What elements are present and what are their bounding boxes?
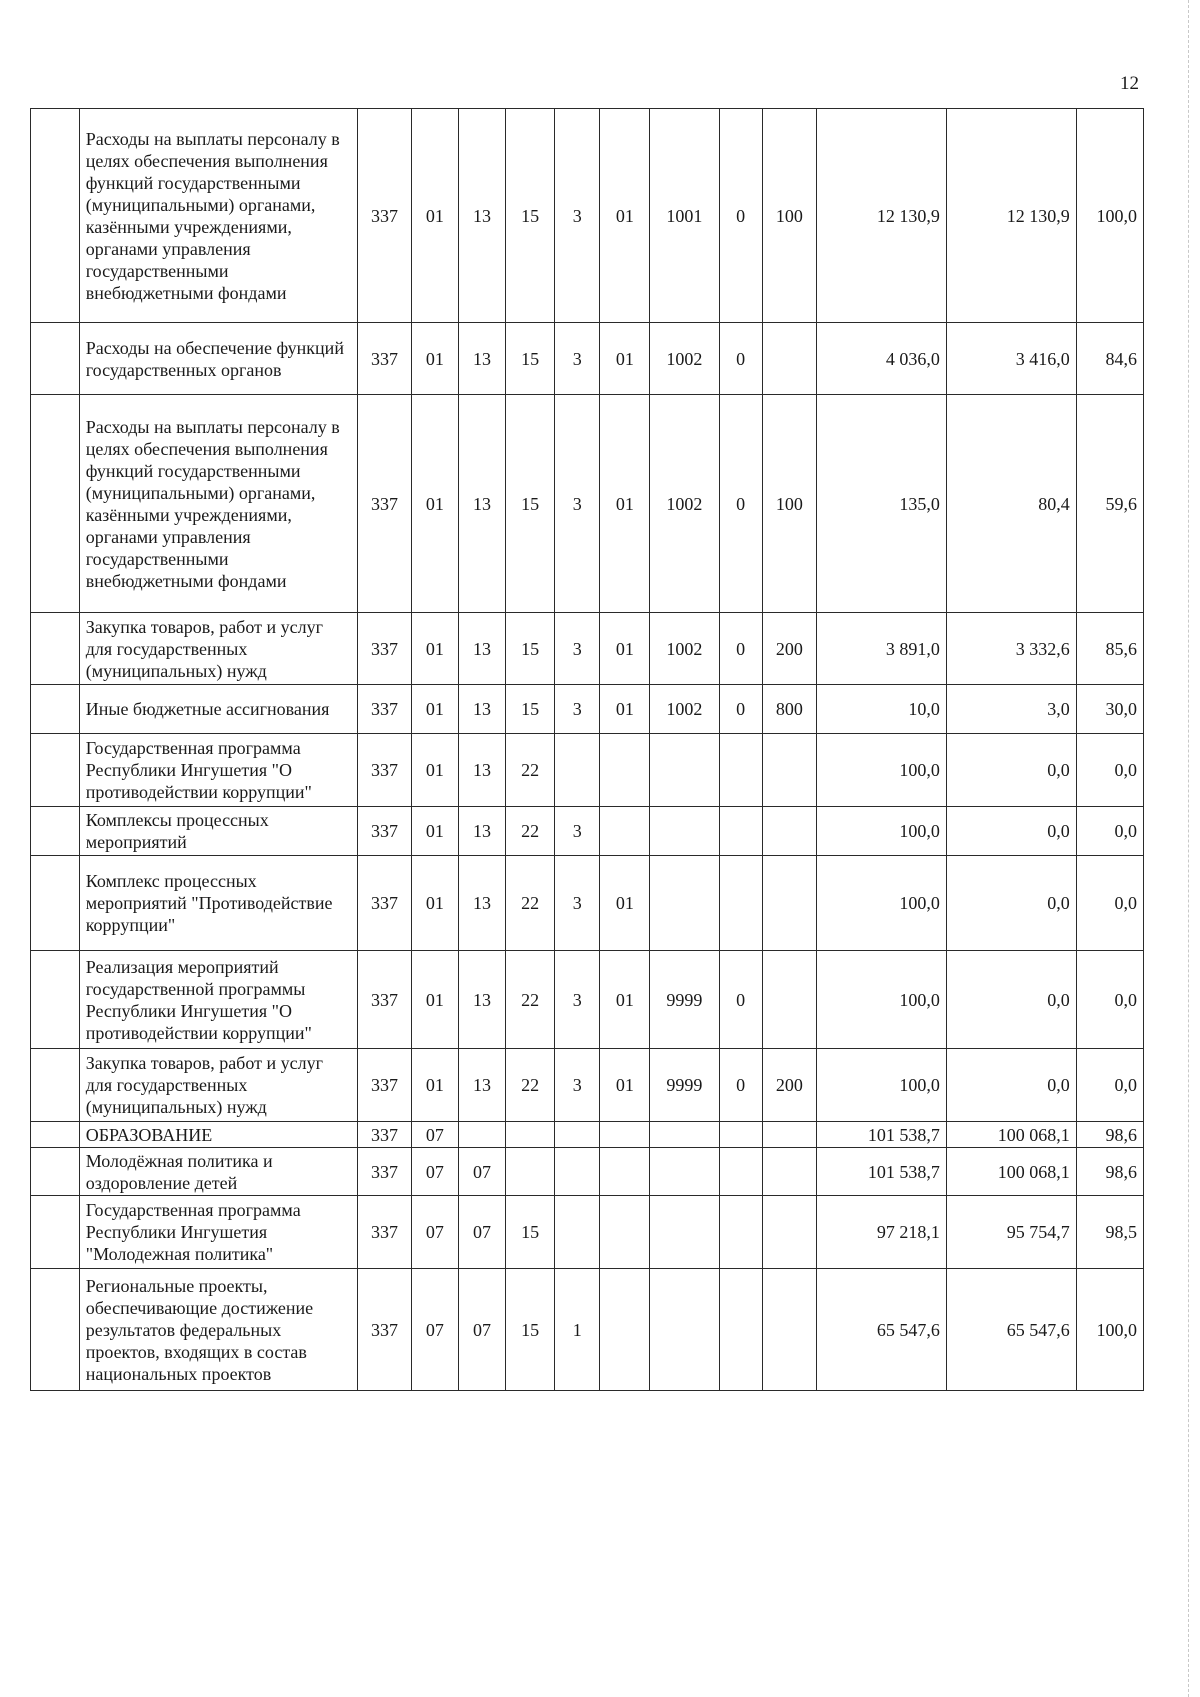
- code-cell: 13: [458, 395, 506, 613]
- code-cell: [600, 1122, 650, 1148]
- code-cell: 15: [506, 613, 555, 685]
- code-cell: 13: [458, 1049, 506, 1122]
- code-cell: 01: [600, 323, 650, 395]
- fact-amount-cell: 100 068,1: [946, 1122, 1076, 1148]
- percent-cell: 100,0: [1076, 109, 1143, 323]
- code-cell: [600, 734, 650, 807]
- row-name-cell: Закупка товаров, работ и услуг для государственных (муниципальных) нужд: [79, 613, 357, 685]
- code-cell: [600, 1196, 650, 1269]
- code-cell: 01: [600, 109, 650, 323]
- code-cell: 01: [600, 1049, 650, 1122]
- percent-cell: 85,6: [1076, 613, 1143, 685]
- page-number: 12: [1120, 73, 1139, 94]
- plan-amount-cell: 12 130,9: [816, 109, 946, 323]
- table-row: [31, 734, 1144, 807]
- row-name-cell: Расходы на обеспечение функций государственных органов: [79, 323, 357, 395]
- plan-amount-cell: 3 891,0: [816, 613, 946, 685]
- code-cell: 07: [458, 1269, 506, 1391]
- code-cell: 15: [506, 323, 555, 395]
- row-name-cell: Реализация мероприятий государственной программы Республики Ингушетия "О противодействии коррупции": [79, 951, 357, 1049]
- code-cell: [762, 856, 816, 951]
- fact-amount-cell: 0,0: [946, 856, 1076, 951]
- code-cell: [554, 1122, 599, 1148]
- code-cell: 3: [554, 856, 599, 951]
- table-body: [31, 109, 1144, 1391]
- plan-amount-cell: 4 036,0: [816, 323, 946, 395]
- row-name-cell: Региональные проекты, обеспечивающие достижение результатов федеральных проектов, входящих в состав национальных проектов: [79, 1269, 357, 1391]
- code-cell: 07: [412, 1196, 459, 1269]
- code-cell: [458, 1122, 506, 1148]
- percent-cell: 100,0: [1076, 1269, 1143, 1391]
- code-cell: 337: [357, 613, 411, 685]
- index-cell: [31, 1049, 80, 1122]
- index-cell: [31, 807, 80, 856]
- code-cell: [719, 1196, 762, 1269]
- code-cell: 337: [357, 109, 411, 323]
- percent-cell: 0,0: [1076, 1049, 1143, 1122]
- fact-amount-cell: 0,0: [946, 734, 1076, 807]
- plan-amount-cell: 100,0: [816, 856, 946, 951]
- code-cell: [762, 1148, 816, 1196]
- fact-amount-cell: 12 130,9: [946, 109, 1076, 323]
- index-cell: [31, 734, 80, 807]
- code-cell: 01: [600, 856, 650, 951]
- code-cell: 01: [412, 1049, 459, 1122]
- code-cell: 07: [458, 1196, 506, 1269]
- plan-amount-cell: 100,0: [816, 951, 946, 1049]
- code-cell: 337: [357, 807, 411, 856]
- code-cell: 100: [762, 109, 816, 323]
- table-row: [31, 685, 1144, 734]
- code-cell: 01: [600, 685, 650, 734]
- table-row: [31, 1269, 1144, 1391]
- code-cell: 3: [554, 685, 599, 734]
- code-cell: 3: [554, 109, 599, 323]
- plan-amount-cell: 100,0: [816, 734, 946, 807]
- code-cell: 337: [357, 1148, 411, 1196]
- code-cell: 800: [762, 685, 816, 734]
- code-cell: [650, 734, 719, 807]
- table-row: [31, 951, 1144, 1049]
- code-cell: 200: [762, 1049, 816, 1122]
- code-cell: 337: [357, 951, 411, 1049]
- code-cell: 13: [458, 951, 506, 1049]
- code-cell: 07: [458, 1148, 506, 1196]
- fact-amount-cell: 0,0: [946, 1049, 1076, 1122]
- code-cell: 9999: [650, 951, 719, 1049]
- code-cell: [650, 1148, 719, 1196]
- percent-cell: 98,6: [1076, 1148, 1143, 1196]
- code-cell: 22: [506, 734, 555, 807]
- code-cell: [506, 1122, 555, 1148]
- row-name-cell: Комплекс процессных мероприятий "Противодействие коррупции": [79, 856, 357, 951]
- code-cell: [719, 856, 762, 951]
- percent-cell: 0,0: [1076, 807, 1143, 856]
- table-row: [31, 395, 1144, 613]
- code-cell: [719, 1148, 762, 1196]
- code-cell: [600, 1269, 650, 1391]
- code-cell: 01: [412, 323, 459, 395]
- percent-cell: 0,0: [1076, 734, 1143, 807]
- code-cell: 0: [719, 1049, 762, 1122]
- code-cell: 01: [600, 951, 650, 1049]
- code-cell: [762, 1196, 816, 1269]
- percent-cell: 0,0: [1076, 951, 1143, 1049]
- code-cell: 01: [412, 951, 459, 1049]
- percent-cell: 98,6: [1076, 1122, 1143, 1148]
- code-cell: 200: [762, 613, 816, 685]
- code-cell: 15: [506, 685, 555, 734]
- code-cell: [650, 856, 719, 951]
- code-cell: 3: [554, 951, 599, 1049]
- code-cell: 15: [506, 1196, 555, 1269]
- code-cell: 22: [506, 1049, 555, 1122]
- table-row: [31, 323, 1144, 395]
- code-cell: 337: [357, 1049, 411, 1122]
- code-cell: 100: [762, 395, 816, 613]
- row-name-cell: Комплексы процессных мероприятий: [79, 807, 357, 856]
- row-name-cell: Государственная программа Республики Ингушетия "Молодежная политика": [79, 1196, 357, 1269]
- fact-amount-cell: 0,0: [946, 951, 1076, 1049]
- code-cell: [762, 323, 816, 395]
- table-row: [31, 1196, 1144, 1269]
- index-cell: [31, 1122, 80, 1148]
- index-cell: [31, 1196, 80, 1269]
- code-cell: 1002: [650, 323, 719, 395]
- code-cell: 337: [357, 856, 411, 951]
- code-cell: 22: [506, 807, 555, 856]
- row-name-cell: Расходы на выплаты персоналу в целях обеспечения выполнения функций государственными (муниципальными) органами, казёнными учреждениями, органами управления государственными внебюджетными фондами: [79, 109, 357, 323]
- code-cell: 01: [412, 613, 459, 685]
- row-name-cell: Иные бюджетные ассигнования: [79, 685, 357, 734]
- code-cell: [719, 734, 762, 807]
- plan-amount-cell: 101 538,7: [816, 1148, 946, 1196]
- code-cell: 9999: [650, 1049, 719, 1122]
- code-cell: [554, 1196, 599, 1269]
- table-row: [31, 856, 1144, 951]
- code-cell: [600, 1148, 650, 1196]
- code-cell: 01: [412, 109, 459, 323]
- code-cell: [762, 951, 816, 1049]
- code-cell: 01: [412, 856, 459, 951]
- code-cell: 337: [357, 685, 411, 734]
- code-cell: 15: [506, 1269, 555, 1391]
- code-cell: 22: [506, 856, 555, 951]
- row-name-cell: Закупка товаров, работ и услуг для государственных (муниципальных) нужд: [79, 1049, 357, 1122]
- code-cell: [719, 807, 762, 856]
- code-cell: 337: [357, 734, 411, 807]
- code-cell: 0: [719, 613, 762, 685]
- code-cell: 13: [458, 613, 506, 685]
- fact-amount-cell: 95 754,7: [946, 1196, 1076, 1269]
- fact-amount-cell: 3 416,0: [946, 323, 1076, 395]
- plan-amount-cell: 101 538,7: [816, 1122, 946, 1148]
- code-cell: [650, 1269, 719, 1391]
- code-cell: 1001: [650, 109, 719, 323]
- percent-cell: 98,5: [1076, 1196, 1143, 1269]
- code-cell: 337: [357, 395, 411, 613]
- percent-cell: 59,6: [1076, 395, 1143, 613]
- code-cell: [600, 807, 650, 856]
- index-cell: [31, 613, 80, 685]
- code-cell: [506, 1148, 555, 1196]
- code-cell: 15: [506, 109, 555, 323]
- code-cell: 337: [357, 1122, 411, 1148]
- plan-amount-cell: 65 547,6: [816, 1269, 946, 1391]
- code-cell: 337: [357, 1196, 411, 1269]
- code-cell: [762, 1122, 816, 1148]
- plan-amount-cell: 135,0: [816, 395, 946, 613]
- scan-edge-line: [1188, 0, 1190, 1697]
- code-cell: [719, 1122, 762, 1148]
- fact-amount-cell: 65 547,6: [946, 1269, 1076, 1391]
- plan-amount-cell: 100,0: [816, 1049, 946, 1122]
- code-cell: [554, 1148, 599, 1196]
- table-row: [31, 1049, 1144, 1122]
- code-cell: 0: [719, 685, 762, 734]
- code-cell: 13: [458, 685, 506, 734]
- code-cell: [762, 1269, 816, 1391]
- index-cell: [31, 1148, 80, 1196]
- table-row: [31, 109, 1144, 323]
- code-cell: 1: [554, 1269, 599, 1391]
- code-cell: 13: [458, 856, 506, 951]
- code-cell: 13: [458, 734, 506, 807]
- index-cell: [31, 395, 80, 613]
- code-cell: 3: [554, 613, 599, 685]
- fact-amount-cell: 80,4: [946, 395, 1076, 613]
- table-row: [31, 1148, 1144, 1196]
- code-cell: [762, 807, 816, 856]
- plan-amount-cell: 100,0: [816, 807, 946, 856]
- code-cell: 337: [357, 1269, 411, 1391]
- row-name-cell: Расходы на выплаты персоналу в целях обеспечения выполнения функций государственными (муниципальными) органами, казёнными учреждениями, органами управления государственными внебюджетными фондами: [79, 395, 357, 613]
- table-row: [31, 1122, 1144, 1148]
- index-cell: [31, 323, 80, 395]
- code-cell: 0: [719, 395, 762, 613]
- code-cell: 01: [600, 395, 650, 613]
- index-cell: [31, 109, 80, 323]
- plan-amount-cell: 97 218,1: [816, 1196, 946, 1269]
- code-cell: 0: [719, 951, 762, 1049]
- code-cell: 01: [412, 807, 459, 856]
- code-cell: 22: [506, 951, 555, 1049]
- code-cell: 1002: [650, 395, 719, 613]
- code-cell: 3: [554, 1049, 599, 1122]
- code-cell: 3: [554, 807, 599, 856]
- code-cell: 07: [412, 1269, 459, 1391]
- budget-table: [30, 108, 1144, 1391]
- percent-cell: 30,0: [1076, 685, 1143, 734]
- plan-amount-cell: 10,0: [816, 685, 946, 734]
- code-cell: 07: [412, 1148, 459, 1196]
- row-name-cell: Государственная программа Республики Ингушетия "О противодействии коррупции": [79, 734, 357, 807]
- code-cell: 01: [412, 395, 459, 613]
- code-cell: 07: [412, 1122, 459, 1148]
- fact-amount-cell: 3 332,6: [946, 613, 1076, 685]
- code-cell: 337: [357, 323, 411, 395]
- code-cell: [650, 1196, 719, 1269]
- code-cell: 01: [412, 685, 459, 734]
- code-cell: 15: [506, 395, 555, 613]
- table-row: [31, 613, 1144, 685]
- index-cell: [31, 685, 80, 734]
- code-cell: 13: [458, 323, 506, 395]
- code-cell: 1002: [650, 685, 719, 734]
- code-cell: [719, 1269, 762, 1391]
- code-cell: 01: [600, 613, 650, 685]
- code-cell: 0: [719, 323, 762, 395]
- table-row: [31, 807, 1144, 856]
- code-cell: 01: [412, 734, 459, 807]
- percent-cell: 84,6: [1076, 323, 1143, 395]
- code-cell: 3: [554, 395, 599, 613]
- index-cell: [31, 856, 80, 951]
- fact-amount-cell: 100 068,1: [946, 1148, 1076, 1196]
- row-name-cell: Молодёжная политика и оздоровление детей: [79, 1148, 357, 1196]
- code-cell: 3: [554, 323, 599, 395]
- code-cell: [554, 734, 599, 807]
- row-name-cell: ОБРАЗОВАНИЕ: [79, 1122, 357, 1148]
- code-cell: 0: [719, 109, 762, 323]
- fact-amount-cell: 3,0: [946, 685, 1076, 734]
- code-cell: [650, 1122, 719, 1148]
- index-cell: [31, 951, 80, 1049]
- percent-cell: 0,0: [1076, 856, 1143, 951]
- fact-amount-cell: 0,0: [946, 807, 1076, 856]
- code-cell: [650, 807, 719, 856]
- index-cell: [31, 1269, 80, 1391]
- code-cell: [762, 734, 816, 807]
- code-cell: 13: [458, 109, 506, 323]
- code-cell: 13: [458, 807, 506, 856]
- code-cell: 1002: [650, 613, 719, 685]
